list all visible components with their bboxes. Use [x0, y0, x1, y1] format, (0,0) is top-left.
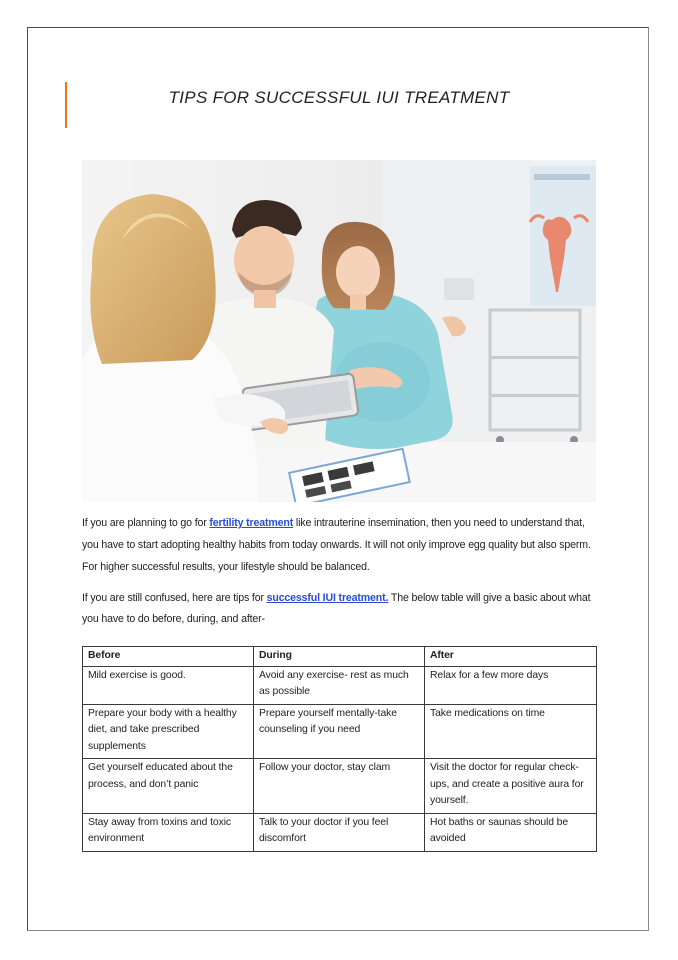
before-during-after-table — [82, 646, 597, 852]
table-cell: Mild exercise is good. — [83, 666, 254, 704]
intro-text-end: like intrauterine insemination, then you need to understand that, you have to start adopting healthy habits from today onwards. It will not only improve egg quality but also sperm. For higher successful results, your lifestyle should be balanced. — [82, 517, 591, 573]
table-cell: Prepare yourself mentally-take counseling if you need — [254, 704, 425, 759]
clinic-consultation-photo — [82, 160, 596, 502]
table-header-row — [83, 647, 597, 667]
table-cell: Visit the doctor for regular check-ups, and create a positive aura for yourself. — [425, 759, 597, 814]
table-cell: Stay away from toxins and toxic environment — [83, 813, 254, 851]
tips-text-start: If you are still confused, here are tips for — [82, 592, 267, 604]
table-cell: Prepare your body with a healthy diet, and take prescribed supplements — [83, 704, 254, 759]
tips-text-end: The below table will give a basic about what you have to do before, during, and after- — [82, 592, 591, 625]
table-row — [83, 704, 597, 759]
successful-iui-treatment-link[interactable]: successful IUI treatment. — [266, 592, 389, 604]
table-row — [83, 666, 597, 704]
intro-paragraph — [82, 512, 598, 578]
table-cell: Take medications on time — [425, 704, 597, 759]
tips-paragraph — [82, 588, 598, 630]
table-cell: Hot baths or saunas should be avoided — [425, 813, 597, 851]
header-after: After — [425, 647, 597, 667]
table-row — [83, 813, 597, 851]
table-row — [83, 759, 597, 814]
table-cell: Follow your doctor, stay clam — [254, 759, 425, 814]
table-cell: Get yourself educated about the process, and don’t panic — [83, 759, 254, 814]
table-cell: Avoid any exercise- rest as much as possible — [254, 666, 425, 704]
header-during: During — [254, 647, 425, 667]
header-before: Before — [83, 647, 254, 667]
intro-text-start: If you are planning to go for — [82, 517, 210, 529]
table-cell: Relax for a few more days — [425, 666, 597, 704]
fertility-treatment-link[interactable]: fertility treatment — [209, 517, 294, 529]
document-title: TIPS FOR SUCCESSFUL IUI TREATMENT — [168, 88, 510, 107]
table-cell: Talk to your doctor if you feel discomfort — [254, 813, 425, 851]
